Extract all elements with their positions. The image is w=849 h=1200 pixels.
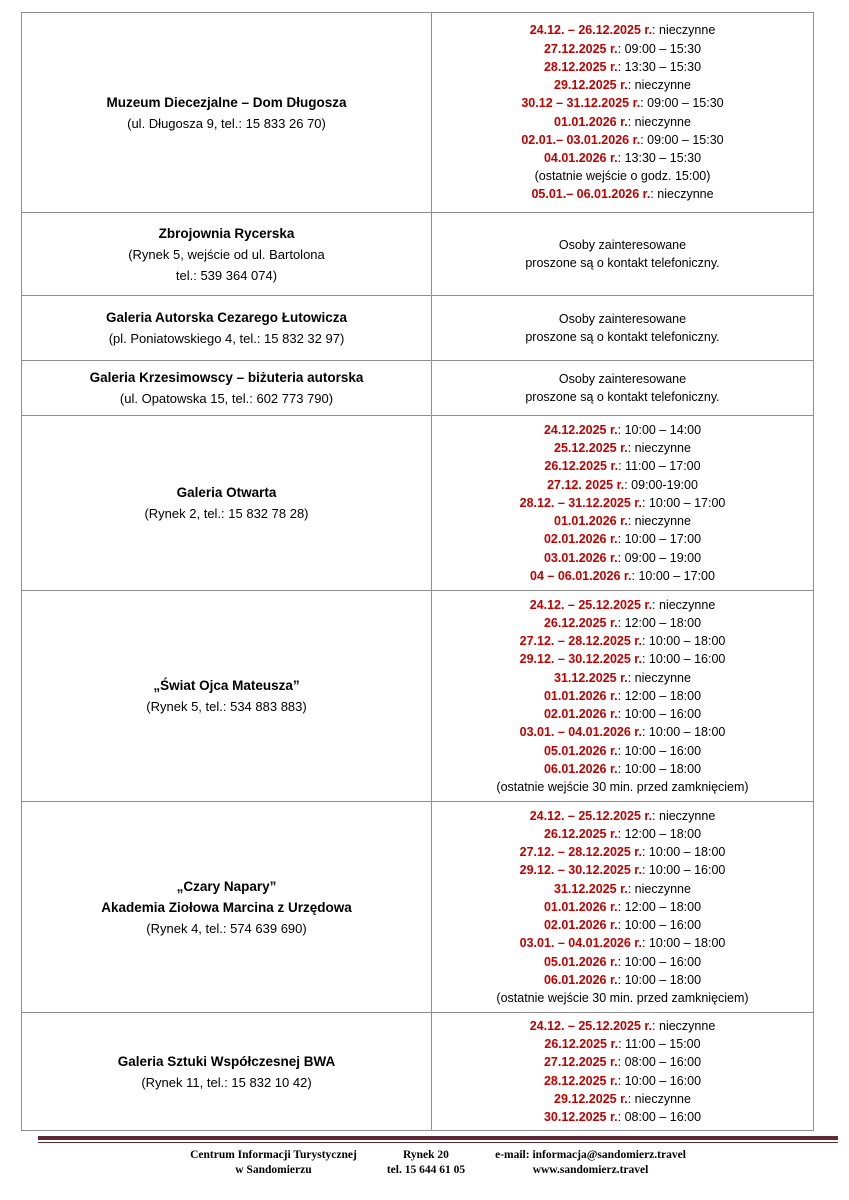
footer-phone: tel. 15 644 61 05 xyxy=(386,1164,466,1176)
schedule-line xyxy=(530,21,716,39)
schedule-line xyxy=(496,989,748,1007)
schedule-text: : 10:00 – 18:00 xyxy=(641,845,726,860)
schedule-cell xyxy=(432,416,813,590)
schedule-date: 29.12.2025 r. xyxy=(554,1091,628,1106)
schedule-text: : 09:00 – 19:00 xyxy=(617,550,702,565)
schedule-line xyxy=(520,934,726,952)
schedule-line xyxy=(531,185,713,203)
schedule-line xyxy=(521,131,723,149)
schedule-text: Osoby zainteresowane xyxy=(558,311,687,326)
venue-cell xyxy=(22,1013,432,1130)
schedule-date: 30.12 – 31.12.2025 r. xyxy=(521,96,641,111)
schedule-line xyxy=(554,880,691,898)
schedule-text: : 09:00-19:00 xyxy=(624,477,698,492)
venue-cell xyxy=(22,13,432,212)
schedule-text: : nieczynne xyxy=(627,670,691,685)
schedule-date: 29.12. – 30.12.2025 r. xyxy=(519,652,642,667)
venue-address: (ul. Opatowska 15, tel.: 602 773 790) xyxy=(119,391,334,406)
schedule-date: 31.12.2025 r. xyxy=(554,881,628,896)
schedule-text: : nieczynne xyxy=(627,514,691,529)
venue-address: (Rynek 5, wejście od ul. Bartolona xyxy=(128,246,325,262)
schedule-date: 26.12.2025 r. xyxy=(543,616,618,631)
venue-cell xyxy=(22,213,432,295)
schedule-line xyxy=(554,439,691,457)
schedule-text: : 13:30 – 15:30 xyxy=(617,150,702,165)
schedule-date: 02.01.2026 r. xyxy=(543,707,618,722)
schedule-line xyxy=(530,1017,716,1035)
footer-org-city: w Sandomierzu xyxy=(235,1164,312,1176)
schedule-text: : 10:00 – 16:00 xyxy=(617,743,702,758)
schedule-date: 05.01.– 06.01.2026 r. xyxy=(531,187,651,202)
schedule-line xyxy=(544,149,701,167)
venue-name: „Czary Napary” xyxy=(176,878,277,894)
schedule-line xyxy=(544,530,701,548)
schedule-date: 02.01.2026 r. xyxy=(543,918,618,933)
schedule-text: : 12:00 – 18:00 xyxy=(617,827,702,842)
schedule-text: (ostatnie wejście o godz. 15:00) xyxy=(534,169,711,184)
venue-name: Zbrojownia Rycerska xyxy=(158,225,295,241)
schedule-date: 24.12. – 25.12.2025 r. xyxy=(529,808,653,823)
schedule-line xyxy=(520,650,726,668)
schedule-date: 27.12. 2025 r. xyxy=(547,477,625,492)
table-row xyxy=(22,360,813,415)
schedule-line xyxy=(554,512,691,530)
schedule-text: : 11:00 – 17:00 xyxy=(618,459,701,474)
schedule-line xyxy=(544,40,701,58)
schedule-text: : 10:00 – 17:00 xyxy=(631,568,715,583)
schedule-date: 25.12.2025 r. xyxy=(554,441,628,456)
schedule-text: : 10:00 – 18:00 xyxy=(617,972,702,987)
schedule-date: 26.12.2025 r. xyxy=(544,459,619,474)
schedule-text: : nieczynne xyxy=(627,881,691,896)
venue-cell xyxy=(22,591,432,801)
schedule-line xyxy=(521,94,723,112)
schedule-text: : nieczynne xyxy=(652,597,716,612)
schedule-text: : 12:00 – 18:00 xyxy=(617,616,702,631)
schedule-line xyxy=(544,614,701,632)
schedule-text: (ostatnie wejście 30 min. przed zamknięciem) xyxy=(496,990,749,1005)
venue-name: Galeria Sztuki Współczesnej BWA xyxy=(117,1053,336,1069)
schedule-date: 01.01.2026 r. xyxy=(554,514,628,529)
schedule-line xyxy=(525,388,719,406)
schedule-date: 27.12. – 28.12.2025 r. xyxy=(519,845,642,860)
schedule-line xyxy=(544,58,701,76)
schedule-text: : 10:00 – 16:00 xyxy=(617,707,702,722)
schedule-date: 27.12. – 28.12.2025 r. xyxy=(519,634,642,649)
schedule-text: proszone są o kontakt telefoniczny. xyxy=(525,330,720,344)
schedule-date: 03.01.2026 r. xyxy=(543,550,618,565)
venue-address: (pl. Poniatowskiego 4, tel.: 15 832 32 97) xyxy=(108,331,345,346)
schedule-line xyxy=(544,549,701,567)
venue-address: (ul. Długosza 9, tel.: 15 833 26 70) xyxy=(127,115,326,131)
schedule-cell xyxy=(432,1013,813,1130)
schedule-line xyxy=(544,1108,701,1126)
schedule-text: : 08:00 – 16:00 xyxy=(617,1110,702,1125)
schedule-text: : nieczynne xyxy=(627,114,691,129)
schedule-line xyxy=(559,310,686,328)
schedule-date: 24.12. – 25.12.2025 r. xyxy=(529,1019,653,1033)
schedule-date: 27.12.2025 r. xyxy=(543,1055,618,1070)
schedule-text: : 10:00 – 18:00 xyxy=(641,634,726,649)
schedule-line xyxy=(525,328,719,346)
schedule-line xyxy=(544,916,701,934)
schedule-date: 04 – 06.01.2026 r. xyxy=(530,568,632,583)
footer-street: Rynek 20 xyxy=(403,1149,449,1161)
schedule-date: 02.01.2026 r. xyxy=(543,532,618,547)
schedule-text: : 10:00 – 16:00 xyxy=(641,863,726,878)
schedule-cell xyxy=(432,591,813,801)
schedule-text: : 09:00 – 15:30 xyxy=(617,41,702,56)
schedule-text: : 09:00 – 15:30 xyxy=(640,96,724,111)
schedule-text: : 08:00 – 16:00 xyxy=(617,1055,702,1070)
schedule-date: 27.12.2025 r. xyxy=(543,41,618,56)
venue-name: „Świat Ojca Mateusza” xyxy=(153,678,300,693)
schedule-line xyxy=(535,167,711,185)
footer-columns xyxy=(38,1148,838,1178)
schedule-text: : 10:00 – 14:00 xyxy=(617,423,702,438)
schedule-text: : 12:00 – 18:00 xyxy=(617,899,702,914)
schedule-date: 06.01.2026 r. xyxy=(543,972,618,987)
schedule-cell xyxy=(432,802,813,1012)
footer-contact xyxy=(495,1148,686,1178)
venue-name: Akademia Ziołowa Marcina z Urzędowa xyxy=(101,899,352,915)
schedule-line xyxy=(520,723,726,741)
schedule-text: : 10:00 – 18:00 xyxy=(641,725,726,740)
schedule-text: : nieczynne xyxy=(652,1019,716,1033)
schedule-cell xyxy=(432,296,813,360)
footer-address xyxy=(387,1148,465,1178)
schedule-line xyxy=(544,742,701,760)
schedule-date: 03.01. – 04.01.2026 r. xyxy=(519,725,642,740)
page-footer xyxy=(38,1136,838,1178)
schedule-date: 06.01.2026 r. xyxy=(543,761,618,776)
venue-name: Muzeum Diecezjalne – Dom Długosza xyxy=(106,94,347,110)
table-row xyxy=(22,13,813,212)
table-row xyxy=(22,415,813,590)
venue-address: (Rynek 11, tel.: 15 832 10 42) xyxy=(141,1074,312,1090)
schedule-line xyxy=(544,705,701,723)
schedule-line xyxy=(547,476,698,494)
schedule-line xyxy=(530,807,716,825)
footer-email: e-mail: informacja@sandomierz.travel xyxy=(495,1149,686,1161)
schedule-text: : 10:00 – 16:00 xyxy=(617,954,702,969)
footer-org-name: Centrum Informacji Turystycznej xyxy=(190,1149,357,1161)
venue-name: Galeria Autorska Cezarego Łutowicza xyxy=(105,310,348,325)
schedule-date: 03.01. – 04.01.2026 r. xyxy=(519,936,642,951)
schedule-line xyxy=(525,254,719,272)
venue-cell xyxy=(22,361,432,415)
schedule-line xyxy=(520,843,726,861)
schedule-line xyxy=(544,953,701,971)
schedule-cell xyxy=(432,13,813,212)
schedule-date: 29.12.2025 r. xyxy=(554,78,628,93)
schedule-line xyxy=(544,898,701,916)
schedule-date: 29.12. – 30.12.2025 r. xyxy=(519,863,642,878)
schedule-text: (ostatnie wejście 30 min. przed zamknięciem) xyxy=(496,779,749,794)
schedule-text: : 10:00 – 17:00 xyxy=(641,495,726,510)
schedule-text: : 13:30 – 15:30 xyxy=(617,59,702,74)
footer-website: www.sandomierz.travel xyxy=(532,1164,649,1176)
schedule-date: 31.12.2025 r. xyxy=(554,670,628,685)
schedule-line xyxy=(530,596,716,614)
schedule-line xyxy=(559,236,686,254)
table-row xyxy=(22,1012,813,1130)
schedule-line xyxy=(544,1053,701,1071)
schedule-cell xyxy=(432,361,813,415)
footer-rule-thin xyxy=(38,1142,838,1143)
schedule-date: 01.01.2026 r. xyxy=(554,114,628,129)
schedule-line xyxy=(559,370,686,388)
table-row xyxy=(22,801,813,1012)
schedule-text: proszone są o kontakt telefoniczny. xyxy=(525,256,720,270)
schedule-date: 26.12.2025 r. xyxy=(543,827,618,842)
schedule-text: : 09:00 – 15:30 xyxy=(640,132,724,147)
venue-address: tel.: 539 364 074) xyxy=(175,267,278,283)
schedule-line xyxy=(544,760,701,778)
table-row xyxy=(22,212,813,295)
schedule-date: 24.12.2025 r. xyxy=(543,423,618,438)
schedule-date: 05.01.2026 r. xyxy=(543,743,618,758)
schedule-line xyxy=(554,1090,691,1108)
schedule-text: Osoby zainteresowane xyxy=(558,237,687,252)
schedule-date: 28.12. – 31.12.2025 r. xyxy=(519,495,642,510)
venue-cell xyxy=(22,802,432,1012)
schedule-line xyxy=(544,825,701,843)
schedule-text: : nieczynne xyxy=(652,808,716,823)
schedule-line xyxy=(530,567,715,585)
schedule-text: Osoby zainteresowane xyxy=(558,371,687,386)
schedule-date: 28.12.2025 r. xyxy=(543,59,618,74)
table-row xyxy=(22,295,813,360)
schedule-line xyxy=(544,457,700,475)
schedule-text: : 10:00 – 16:00 xyxy=(617,1073,702,1088)
schedule-cell xyxy=(432,213,813,295)
schedule-date: 01.01.2026 r. xyxy=(543,899,618,914)
schedule-line xyxy=(544,421,701,439)
venue-name: Galeria Otwarta xyxy=(176,485,277,500)
schedule-line xyxy=(544,1072,701,1090)
schedule-text: : 10:00 – 18:00 xyxy=(617,761,702,776)
schedule-text: : 12:00 – 18:00 xyxy=(617,688,702,703)
schedule-date: 24.12. – 26.12.2025 r. xyxy=(529,23,653,38)
table-row xyxy=(22,590,813,801)
schedule-text: : nieczynne xyxy=(627,78,691,93)
schedule-text: : nieczynne xyxy=(650,187,714,202)
footer-rule-thick xyxy=(38,1136,838,1140)
schedule-line xyxy=(544,687,701,705)
schedule-text: : 10:00 – 16:00 xyxy=(617,918,702,933)
schedule-line xyxy=(496,778,748,796)
venue-cell xyxy=(22,416,432,590)
schedule-date: 30.12.2025 r. xyxy=(543,1110,618,1125)
schedule-date: 28.12.2025 r. xyxy=(543,1073,618,1088)
schedule-line xyxy=(544,971,701,989)
schedule-line xyxy=(520,861,726,879)
schedule-text: : 10:00 – 16:00 xyxy=(641,652,726,667)
schedule-text: : 11:00 – 15:00 xyxy=(618,1037,701,1052)
schedule-text: : nieczynne xyxy=(627,441,691,456)
schedule-table xyxy=(21,12,814,1131)
schedule-line xyxy=(520,632,726,650)
venue-name: Galeria Krzesimowscy – biżuteria autorska xyxy=(89,370,364,385)
venue-address: (Rynek 4, tel.: 574 639 690) xyxy=(146,920,307,936)
schedule-text: : nieczynne xyxy=(652,23,716,38)
schedule-line xyxy=(554,669,691,687)
schedule-date: 05.01.2026 r. xyxy=(543,954,618,969)
schedule-line xyxy=(544,1035,700,1053)
venue-cell xyxy=(22,296,432,360)
schedule-text: : 10:00 – 17:00 xyxy=(617,532,702,547)
schedule-line xyxy=(520,494,726,512)
schedule-date: 04.01.2026 r. xyxy=(543,150,618,165)
footer-org xyxy=(190,1148,357,1178)
schedule-line xyxy=(554,113,691,131)
schedule-text: : nieczynne xyxy=(627,1091,691,1106)
schedule-text: : 10:00 – 18:00 xyxy=(641,936,726,951)
venue-address: (Rynek 5, tel.: 534 883 883) xyxy=(146,699,307,714)
schedule-date: 24.12. – 25.12.2025 r. xyxy=(529,597,653,612)
schedule-date: 01.01.2026 r. xyxy=(543,688,618,703)
schedule-line xyxy=(554,76,691,94)
schedule-text: proszone są o kontakt telefoniczny. xyxy=(525,390,720,404)
venue-address: (Rynek 2, tel.: 15 832 78 28) xyxy=(144,506,309,521)
schedule-date: 26.12.2025 r. xyxy=(544,1037,619,1052)
schedule-date: 02.01.– 03.01.2026 r. xyxy=(521,132,641,147)
